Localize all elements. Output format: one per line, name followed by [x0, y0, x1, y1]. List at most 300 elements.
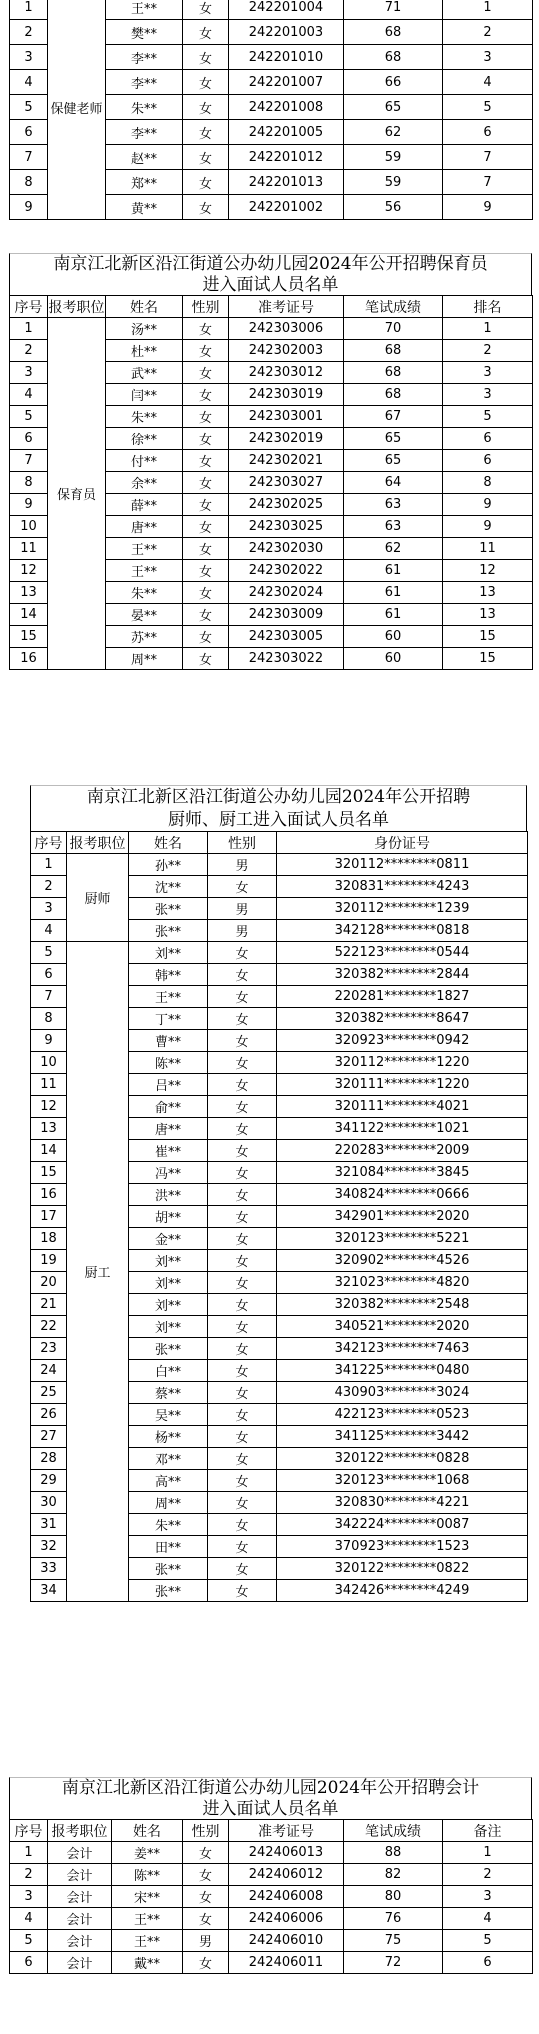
id-number: 422123********0523 — [277, 1404, 528, 1426]
candidate-gender: 女 — [183, 95, 229, 120]
ticket-number: 242303025 — [229, 516, 344, 538]
position-cell: 会计 — [48, 1842, 112, 1864]
rank: 3 — [443, 362, 533, 384]
row-number: 11 — [31, 1074, 67, 1096]
col-header-ticket: 准考证号 — [229, 1820, 344, 1842]
candidate-name: 曹** — [129, 1030, 208, 1052]
candidate-gender: 女 — [183, 120, 229, 145]
id-number: 342224********0087 — [277, 1514, 528, 1536]
candidate-name: 刘** — [129, 1250, 208, 1272]
row-number: 1 — [31, 854, 67, 876]
row-number: 19 — [31, 1250, 67, 1272]
candidate-name: 薛** — [106, 494, 183, 516]
candidate-name: 闫** — [106, 384, 183, 406]
candidate-name: 徐** — [106, 428, 183, 450]
position-cell: 会计 — [48, 1908, 112, 1930]
candidate-gender: 女 — [208, 876, 277, 898]
ticket-number: 242303005 — [229, 626, 344, 648]
ticket-number: 242302021 — [229, 450, 344, 472]
id-number: 320382********8647 — [277, 1008, 528, 1030]
rank: 13 — [443, 582, 533, 604]
id-number: 341225********0480 — [277, 1360, 528, 1382]
id-number: 320902********4526 — [277, 1250, 528, 1272]
row-number: 4 — [10, 1908, 48, 1930]
candidate-gender: 女 — [208, 1294, 277, 1316]
ticket-number: 242303019 — [229, 384, 344, 406]
id-number: 341125********3442 — [277, 1426, 528, 1448]
candidate-gender: 男 — [208, 920, 277, 942]
table-row — [31, 854, 528, 876]
col-header-no: 序号 — [10, 1820, 48, 1842]
candidate-name: 洪** — [129, 1184, 208, 1206]
id-number: 321084********3845 — [277, 1162, 528, 1184]
written-score: 68 — [344, 20, 443, 45]
candidate-name: 李** — [106, 70, 183, 95]
candidate-name: 吕** — [129, 1074, 208, 1096]
id-number: 320112********0811 — [277, 854, 528, 876]
col-header-name: 姓名 — [106, 296, 183, 318]
written-score: 65 — [344, 450, 443, 472]
rank: 4 — [443, 70, 533, 95]
row-number: 33 — [31, 1558, 67, 1580]
row-number: 25 — [31, 1382, 67, 1404]
candidate-name: 朱** — [129, 1514, 208, 1536]
rank: 9 — [443, 195, 533, 220]
rank: 2 — [443, 340, 533, 362]
candidate-gender: 女 — [183, 45, 229, 70]
candidate-name: 张** — [129, 1580, 208, 1602]
candidate-name: 汤** — [106, 318, 183, 340]
candidate-name: 杜** — [106, 340, 183, 362]
row-number: 14 — [10, 604, 48, 626]
ticket-number: 242303006 — [229, 318, 344, 340]
health-teacher-table — [9, 0, 533, 220]
ticket-number: 242201007 — [229, 70, 344, 95]
row-number: 2 — [31, 876, 67, 898]
written-score: 68 — [344, 45, 443, 70]
kitchen-title-line1: 南京江北新区沿江街道公办幼儿园2024年公开招聘 — [86, 787, 471, 807]
id-number: 341122********1021 — [277, 1118, 528, 1140]
written-score: 72 — [344, 1952, 443, 1974]
row-number: 29 — [31, 1470, 67, 1492]
table-row — [10, 1908, 533, 1930]
candidate-gender: 女 — [183, 170, 229, 195]
written-score: 59 — [344, 145, 443, 170]
id-number: 320112********1239 — [277, 898, 528, 920]
col-header-gender: 性别 — [208, 832, 277, 854]
kitchen-title-line2: 厨师、厨工进入面试人员名单 — [168, 810, 389, 830]
position-cell: 保育员 — [48, 318, 106, 670]
row-number: 7 — [31, 986, 67, 1008]
row-number: 2 — [10, 1864, 48, 1886]
rank: 3 — [443, 384, 533, 406]
candidate-name: 崔** — [129, 1140, 208, 1162]
row-number: 12 — [10, 560, 48, 582]
candidate-gender: 女 — [183, 626, 229, 648]
id-number: 321023********4820 — [277, 1272, 528, 1294]
ticket-number: 242201010 — [229, 45, 344, 70]
row-number: 10 — [31, 1052, 67, 1074]
row-number: 20 — [31, 1272, 67, 1294]
candidate-gender: 女 — [208, 1382, 277, 1404]
candidate-gender: 女 — [183, 516, 229, 538]
position-cell: 保健老师 — [48, 0, 106, 220]
row-number: 9 — [10, 195, 48, 220]
written-score: 62 — [344, 120, 443, 145]
col-header-gender: 性别 — [183, 1820, 229, 1842]
row-number: 4 — [10, 70, 48, 95]
rank: 7 — [443, 170, 533, 195]
note: 3 — [443, 1886, 533, 1908]
candidate-name: 张** — [129, 1558, 208, 1580]
col-header-ticket: 准考证号 — [229, 296, 344, 318]
id-number: 320122********0822 — [277, 1558, 528, 1580]
note: 4 — [443, 1908, 533, 1930]
col-header-id: 身份证号 — [277, 832, 528, 854]
candidate-gender: 女 — [208, 1074, 277, 1096]
candidate-name: 杨** — [129, 1426, 208, 1448]
nursery-table — [9, 295, 533, 670]
candidate-gender: 女 — [208, 1250, 277, 1272]
col-header-position: 报考职位 — [48, 296, 106, 318]
ticket-number: 242406006 — [229, 1908, 344, 1930]
row-number: 3 — [10, 45, 48, 70]
candidate-gender: 女 — [208, 1206, 277, 1228]
id-number: 320382********2844 — [277, 964, 528, 986]
candidate-gender: 女 — [208, 1536, 277, 1558]
rank: 1 — [443, 318, 533, 340]
candidate-gender: 女 — [208, 942, 277, 964]
id-number: 320923********0942 — [277, 1030, 528, 1052]
candidate-name: 唐** — [106, 516, 183, 538]
row-number: 16 — [31, 1184, 67, 1206]
ticket-number: 242303009 — [229, 604, 344, 626]
id-number: 320830********4221 — [277, 1492, 528, 1514]
candidate-name: 刘** — [129, 942, 208, 964]
candidate-gender: 女 — [183, 70, 229, 95]
candidate-gender: 女 — [183, 1886, 229, 1908]
ticket-number: 242303012 — [229, 362, 344, 384]
candidate-name: 高** — [129, 1470, 208, 1492]
candidate-gender: 女 — [183, 145, 229, 170]
candidate-name: 白** — [129, 1360, 208, 1382]
candidate-name: 唐** — [129, 1118, 208, 1140]
accountant-title-line2: 进入面试人员名单 — [202, 1799, 339, 1819]
id-number: 342123********7463 — [277, 1338, 528, 1360]
ticket-number: 242303022 — [229, 648, 344, 670]
ticket-number: 242406013 — [229, 1842, 344, 1864]
accountant-header-row — [10, 1820, 533, 1842]
candidate-gender: 女 — [183, 428, 229, 450]
candidate-name: 田** — [129, 1536, 208, 1558]
kitchen-header-row — [31, 832, 528, 854]
candidate-gender: 女 — [208, 1426, 277, 1448]
row-number: 13 — [31, 1118, 67, 1140]
row-number: 8 — [10, 472, 48, 494]
candidate-gender: 女 — [183, 1908, 229, 1930]
candidate-name: 樊** — [106, 20, 183, 45]
position-cell: 会计 — [48, 1886, 112, 1908]
position-cell: 会计 — [48, 1952, 112, 1974]
written-score: 60 — [344, 648, 443, 670]
candidate-gender: 女 — [183, 195, 229, 220]
row-number: 10 — [10, 516, 48, 538]
ticket-number: 242302019 — [229, 428, 344, 450]
candidate-gender: 女 — [183, 384, 229, 406]
rank: 1 — [443, 0, 533, 20]
row-number: 23 — [31, 1338, 67, 1360]
written-score: 75 — [344, 1930, 443, 1952]
row-number: 27 — [31, 1426, 67, 1448]
written-score: 88 — [344, 1842, 443, 1864]
position-cell: 厨工 — [67, 942, 129, 1602]
rank: 7 — [443, 145, 533, 170]
candidate-gender: 女 — [208, 1492, 277, 1514]
table-row — [10, 1886, 533, 1908]
candidate-gender: 女 — [183, 582, 229, 604]
nursery-title-line1: 南京江北新区沿江街道公办幼儿园2024年公开招聘保育员 — [53, 254, 488, 274]
candidate-name: 朱** — [106, 406, 183, 428]
id-number: 340521********2020 — [277, 1316, 528, 1338]
row-number: 1 — [10, 318, 48, 340]
candidate-gender: 女 — [208, 1272, 277, 1294]
kitchen-title — [30, 785, 527, 831]
rank: 6 — [443, 428, 533, 450]
note: 5 — [443, 1930, 533, 1952]
candidate-name: 宋** — [112, 1886, 183, 1908]
rank: 12 — [443, 560, 533, 582]
candidate-gender: 女 — [208, 1008, 277, 1030]
rank: 8 — [443, 472, 533, 494]
row-number: 5 — [10, 95, 48, 120]
col-header-name: 姓名 — [112, 1820, 183, 1842]
rank: 6 — [443, 450, 533, 472]
written-score: 63 — [344, 494, 443, 516]
rank: 9 — [443, 516, 533, 538]
candidate-name: 王** — [106, 0, 183, 20]
id-number: 320122********0828 — [277, 1448, 528, 1470]
table-row — [10, 1930, 533, 1952]
written-score: 59 — [344, 170, 443, 195]
rank: 13 — [443, 604, 533, 626]
candidate-gender: 女 — [183, 318, 229, 340]
id-number: 320382********2548 — [277, 1294, 528, 1316]
candidate-gender: 女 — [208, 1030, 277, 1052]
row-number: 3 — [10, 1886, 48, 1908]
candidate-name: 苏** — [106, 626, 183, 648]
col-header-position: 报考职位 — [67, 832, 129, 854]
rank: 2 — [443, 20, 533, 45]
candidate-gender: 女 — [183, 560, 229, 582]
kitchen-section — [30, 785, 527, 1602]
id-number: 320831********4243 — [277, 876, 528, 898]
candidate-gender: 女 — [208, 1316, 277, 1338]
table-row — [10, 1952, 533, 1974]
note: 6 — [443, 1952, 533, 1974]
id-number: 342426********4249 — [277, 1580, 528, 1602]
accountant-title — [9, 1777, 532, 1819]
nursery-header-row — [10, 296, 533, 318]
candidate-gender: 女 — [183, 472, 229, 494]
row-number: 6 — [10, 120, 48, 145]
nursery-staff-section — [9, 253, 532, 670]
col-header-score: 笔试成绩 — [344, 1820, 443, 1842]
candidate-name: 李** — [106, 45, 183, 70]
candidate-name: 冯** — [129, 1162, 208, 1184]
ticket-number: 242201008 — [229, 95, 344, 120]
ticket-number: 242406012 — [229, 1864, 344, 1886]
written-score: 68 — [344, 362, 443, 384]
row-number: 2 — [10, 340, 48, 362]
candidate-gender: 女 — [208, 1448, 277, 1470]
id-number: 320112********1220 — [277, 1052, 528, 1074]
nursery-title-line2: 进入面试人员名单 — [202, 275, 339, 295]
candidate-name: 刘** — [129, 1294, 208, 1316]
ticket-number: 242201002 — [229, 195, 344, 220]
candidate-name: 戴** — [112, 1952, 183, 1974]
nursery-title — [9, 253, 532, 295]
candidate-gender: 女 — [208, 1404, 277, 1426]
written-score: 61 — [344, 582, 443, 604]
col-header-no: 序号 — [10, 296, 48, 318]
candidate-name: 李** — [106, 120, 183, 145]
rank: 5 — [443, 406, 533, 428]
id-number: 220283********2009 — [277, 1140, 528, 1162]
id-number: 340824********0666 — [277, 1184, 528, 1206]
candidate-gender: 女 — [183, 362, 229, 384]
candidate-gender: 女 — [208, 1228, 277, 1250]
written-score: 64 — [344, 472, 443, 494]
row-number: 31 — [31, 1514, 67, 1536]
row-number: 22 — [31, 1316, 67, 1338]
candidate-name: 俞** — [129, 1096, 208, 1118]
row-number: 8 — [31, 1008, 67, 1030]
row-number: 18 — [31, 1228, 67, 1250]
ticket-number: 242201005 — [229, 120, 344, 145]
row-number: 8 — [10, 170, 48, 195]
ticket-number: 242302024 — [229, 582, 344, 604]
candidate-gender: 女 — [183, 604, 229, 626]
candidate-name: 吴** — [129, 1404, 208, 1426]
id-number: 320123********1068 — [277, 1470, 528, 1492]
table-row — [10, 1842, 533, 1864]
candidate-name: 刘** — [129, 1316, 208, 1338]
candidate-name: 孙** — [129, 854, 208, 876]
ticket-number: 242406008 — [229, 1886, 344, 1908]
row-number: 7 — [10, 450, 48, 472]
ticket-number: 242201013 — [229, 170, 344, 195]
candidate-name: 姜** — [112, 1842, 183, 1864]
candidate-name: 武** — [106, 362, 183, 384]
candidate-name: 金** — [129, 1228, 208, 1250]
position-cell: 会计 — [48, 1930, 112, 1952]
candidate-name: 王** — [112, 1930, 183, 1952]
id-number: 370923********1523 — [277, 1536, 528, 1558]
candidate-name: 郑** — [106, 170, 183, 195]
kitchen-table — [30, 831, 528, 1602]
written-score: 65 — [344, 428, 443, 450]
candidate-name: 胡** — [129, 1206, 208, 1228]
written-score: 66 — [344, 70, 443, 95]
table-row — [31, 942, 528, 964]
written-score: 63 — [344, 516, 443, 538]
written-score: 82 — [344, 1864, 443, 1886]
candidate-name: 邓** — [129, 1448, 208, 1470]
row-number: 34 — [31, 1580, 67, 1602]
ticket-number: 242406010 — [229, 1930, 344, 1952]
candidate-name: 张** — [129, 898, 208, 920]
row-number: 1 — [10, 1842, 48, 1864]
candidate-name: 陈** — [112, 1864, 183, 1886]
row-number: 17 — [31, 1206, 67, 1228]
note: 1 — [443, 1842, 533, 1864]
candidate-name: 朱** — [106, 582, 183, 604]
accountant-section — [9, 1777, 532, 1974]
candidate-name: 张** — [129, 920, 208, 942]
candidate-gender: 女 — [208, 1360, 277, 1382]
rank: 5 — [443, 95, 533, 120]
written-score: 61 — [344, 560, 443, 582]
ticket-number: 242302022 — [229, 560, 344, 582]
candidate-gender: 女 — [208, 1514, 277, 1536]
ticket-number: 242303001 — [229, 406, 344, 428]
candidate-gender: 女 — [208, 1118, 277, 1140]
rank: 3 — [443, 45, 533, 70]
position-cell: 会计 — [48, 1864, 112, 1886]
candidate-gender: 女 — [208, 1184, 277, 1206]
candidate-name: 周** — [106, 648, 183, 670]
candidate-gender: 男 — [208, 898, 277, 920]
candidate-name: 丁** — [129, 1008, 208, 1030]
written-score: 68 — [344, 340, 443, 362]
candidate-name: 黄** — [106, 195, 183, 220]
col-header-position: 报考职位 — [48, 1820, 112, 1842]
row-number: 16 — [10, 648, 48, 670]
candidate-gender: 女 — [183, 0, 229, 20]
ticket-number: 242302003 — [229, 340, 344, 362]
written-score: 80 — [344, 1886, 443, 1908]
candidate-gender: 女 — [183, 340, 229, 362]
candidate-name: 王** — [106, 560, 183, 582]
rank: 9 — [443, 494, 533, 516]
row-number: 5 — [31, 942, 67, 964]
rank: 6 — [443, 120, 533, 145]
col-header-score: 笔试成绩 — [344, 296, 443, 318]
written-score: 61 — [344, 604, 443, 626]
candidate-gender: 女 — [208, 964, 277, 986]
row-number: 5 — [10, 406, 48, 428]
candidate-name: 周** — [129, 1492, 208, 1514]
candidate-name: 王** — [112, 1908, 183, 1930]
row-number: 3 — [31, 898, 67, 920]
id-number: 342901********2020 — [277, 1206, 528, 1228]
row-number: 28 — [31, 1448, 67, 1470]
candidate-name: 付** — [106, 450, 183, 472]
candidate-gender: 女 — [208, 1162, 277, 1184]
col-header-name: 姓名 — [129, 832, 208, 854]
ticket-number: 242201004 — [229, 0, 344, 20]
accountant-table — [9, 1819, 533, 1974]
candidate-gender: 女 — [183, 1864, 229, 1886]
written-score: 70 — [344, 318, 443, 340]
id-number: 522123********0544 — [277, 942, 528, 964]
candidate-gender: 女 — [208, 1558, 277, 1580]
candidate-gender: 男 — [208, 854, 277, 876]
row-number: 6 — [10, 428, 48, 450]
row-number: 5 — [10, 1930, 48, 1952]
row-number: 14 — [31, 1140, 67, 1162]
candidate-name: 赵** — [106, 145, 183, 170]
